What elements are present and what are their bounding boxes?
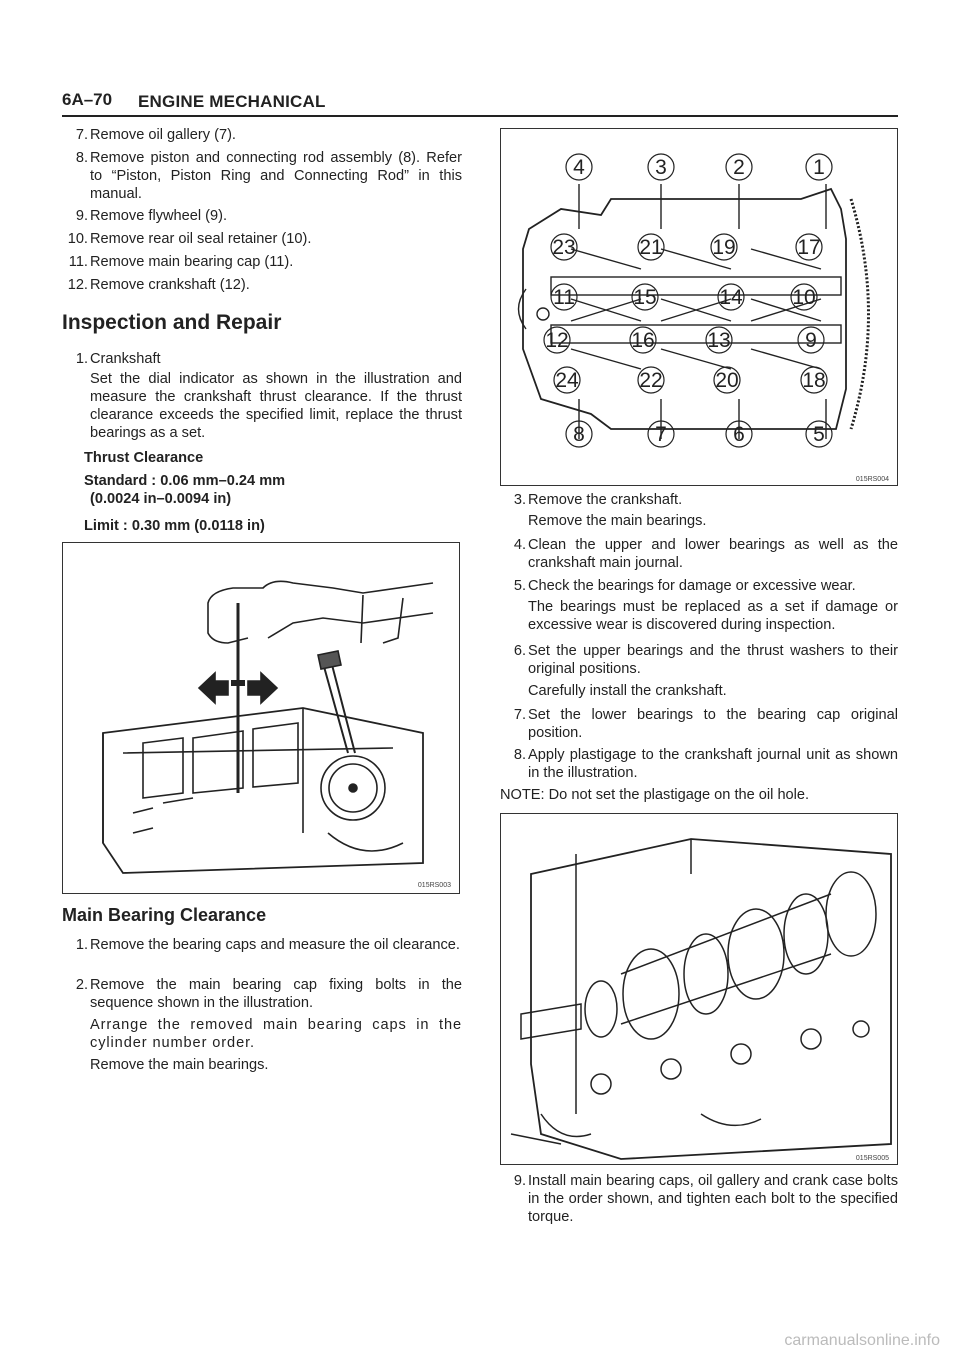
step-12: 12. Remove crankshaft (12).	[67, 277, 250, 293]
bolt-number-15: 15	[633, 286, 657, 309]
bolt-number-3: 3	[655, 156, 667, 179]
bolt-number-21: 21	[639, 236, 663, 259]
bolt-number-7: 7	[655, 423, 667, 446]
step-9-install-caps: 9. Install main bearing caps, oil gallery and crank case bolts in the order shown, and tighten each bolt to the specified torque.	[513, 1173, 898, 1225]
spec-limit: Limit : 0.30 mm (0.0118 in)	[84, 518, 265, 534]
step-6: 6. Set the upper bearings and the thrust washers to their original positions.	[513, 643, 898, 677]
bolt-number-20: 20	[715, 369, 739, 392]
step-8-plastigage: 8. Apply plastigage to the crankshaft journal unit as shown in the illustration.	[513, 747, 898, 781]
bolt-number-1: 1	[813, 156, 825, 179]
spec-standard-in: (0.0024 in–0.0094 in)	[90, 491, 232, 507]
bolt-number-9: 9	[805, 329, 817, 352]
step-11: 11. Remove main bearing cap (11).	[68, 254, 294, 270]
figure-crankshaft	[500, 813, 898, 1165]
bolt-number-12: 12	[545, 329, 569, 352]
figure-caption: 015RS003	[417, 882, 451, 889]
page-code: 6A–70	[62, 90, 113, 109]
mb-step-1: 1. Remove the bearing caps and measure the oil clearance.	[75, 937, 460, 953]
bolt-number-8: 8	[573, 423, 585, 446]
crankshaft-text: Set the dial indicator as shown in the illustration and measure the crankshaft thrust clearance. If the thrust clearance exceeds the specified limit, replace the thrust bearings as a set.	[90, 371, 462, 441]
step-7-install: 7. Set the lower bearings to the bearing cap original position.	[513, 707, 898, 741]
bolt-number-24: 24	[555, 369, 579, 392]
mb-sub-2: Remove the main bearings.	[90, 1057, 269, 1073]
step-3-sub: Remove the main bearings.	[528, 513, 707, 529]
bolt-number-18: 18	[802, 369, 826, 392]
section-title: Inspection and Repair	[62, 311, 282, 334]
step-5: 5. Check the bearings for damage or excessive wear.	[513, 578, 856, 594]
bolt-number-23: 23	[552, 236, 576, 259]
step-8: 8. Remove piston and connecting rod assembly (8). Refer to “Piston, Piston Ring and Connecting Rod” in this manual.	[75, 150, 462, 202]
bolt-number-4: 4	[573, 156, 585, 179]
mb-sub-1: Arrange the removed main bearing caps in the cylinder number order.	[90, 1017, 462, 1051]
bolt-number-14: 14	[719, 286, 743, 309]
bolt-number-16: 16	[631, 329, 655, 352]
step-9: 9. Remove flywheel (9).	[75, 208, 228, 224]
figure-thrust-clearance	[62, 542, 460, 894]
engine-block-dial-indicator-illustration	[63, 543, 459, 893]
step-3: 3. Remove the crankshaft.	[513, 492, 683, 508]
mb-step-2: 2. Remove the main bearing cap fixing bolts in the sequence shown in the illustration.	[75, 977, 462, 1011]
crankshaft-step: 1. Crankshaft	[75, 351, 161, 367]
bearing-cap-bolt-sequence-illustration	[501, 129, 897, 485]
bolt-number-5: 5	[813, 423, 825, 446]
page-title: ENGINE MECHANICAL	[138, 92, 326, 111]
left-column	[62, 124, 462, 1244]
figure-caption: 015RS005	[855, 1155, 889, 1162]
note-plastigage: NOTE: Do not set the plastigage on the oil hole.	[500, 787, 810, 803]
step-10: 10. Remove rear oil seal retainer (10).	[67, 231, 312, 247]
figure-caption: 015RS004	[855, 476, 889, 483]
header-rule	[62, 115, 898, 117]
right-column-bottom	[500, 1172, 898, 1232]
main-bearing-title: Main Bearing Clearance	[62, 905, 267, 925]
bolt-number-11: 11	[553, 286, 575, 309]
figure-bolt-sequence	[500, 128, 898, 486]
bolt-number-10: 10	[792, 286, 816, 309]
bolt-number-2: 2	[733, 156, 745, 179]
step-6-sub: Carefully install the crankshaft.	[528, 683, 727, 699]
watermark: carmanualsonline.info	[784, 1332, 940, 1349]
bolt-number-22: 22	[639, 369, 663, 392]
bolt-number-17: 17	[797, 236, 821, 259]
spec-standard: Standard : 0.06 mm–0.24 mm	[84, 473, 286, 489]
step-4: 4. Clean the upper and lower bearings as well as the crankshaft main journal.	[513, 537, 898, 571]
crankshaft-in-block-illustration	[501, 814, 897, 1164]
bolt-number-19: 19	[712, 236, 736, 259]
bolt-number-6: 6	[733, 423, 745, 446]
bolt-number-13: 13	[707, 329, 731, 352]
spec-title: Thrust Clearance	[84, 450, 204, 466]
step-7: 7. Remove oil gallery (7).	[75, 127, 236, 143]
step-5-sub: The bearings must be replaced as a set if damage or excessive wear is discovered during inspection.	[528, 599, 898, 633]
